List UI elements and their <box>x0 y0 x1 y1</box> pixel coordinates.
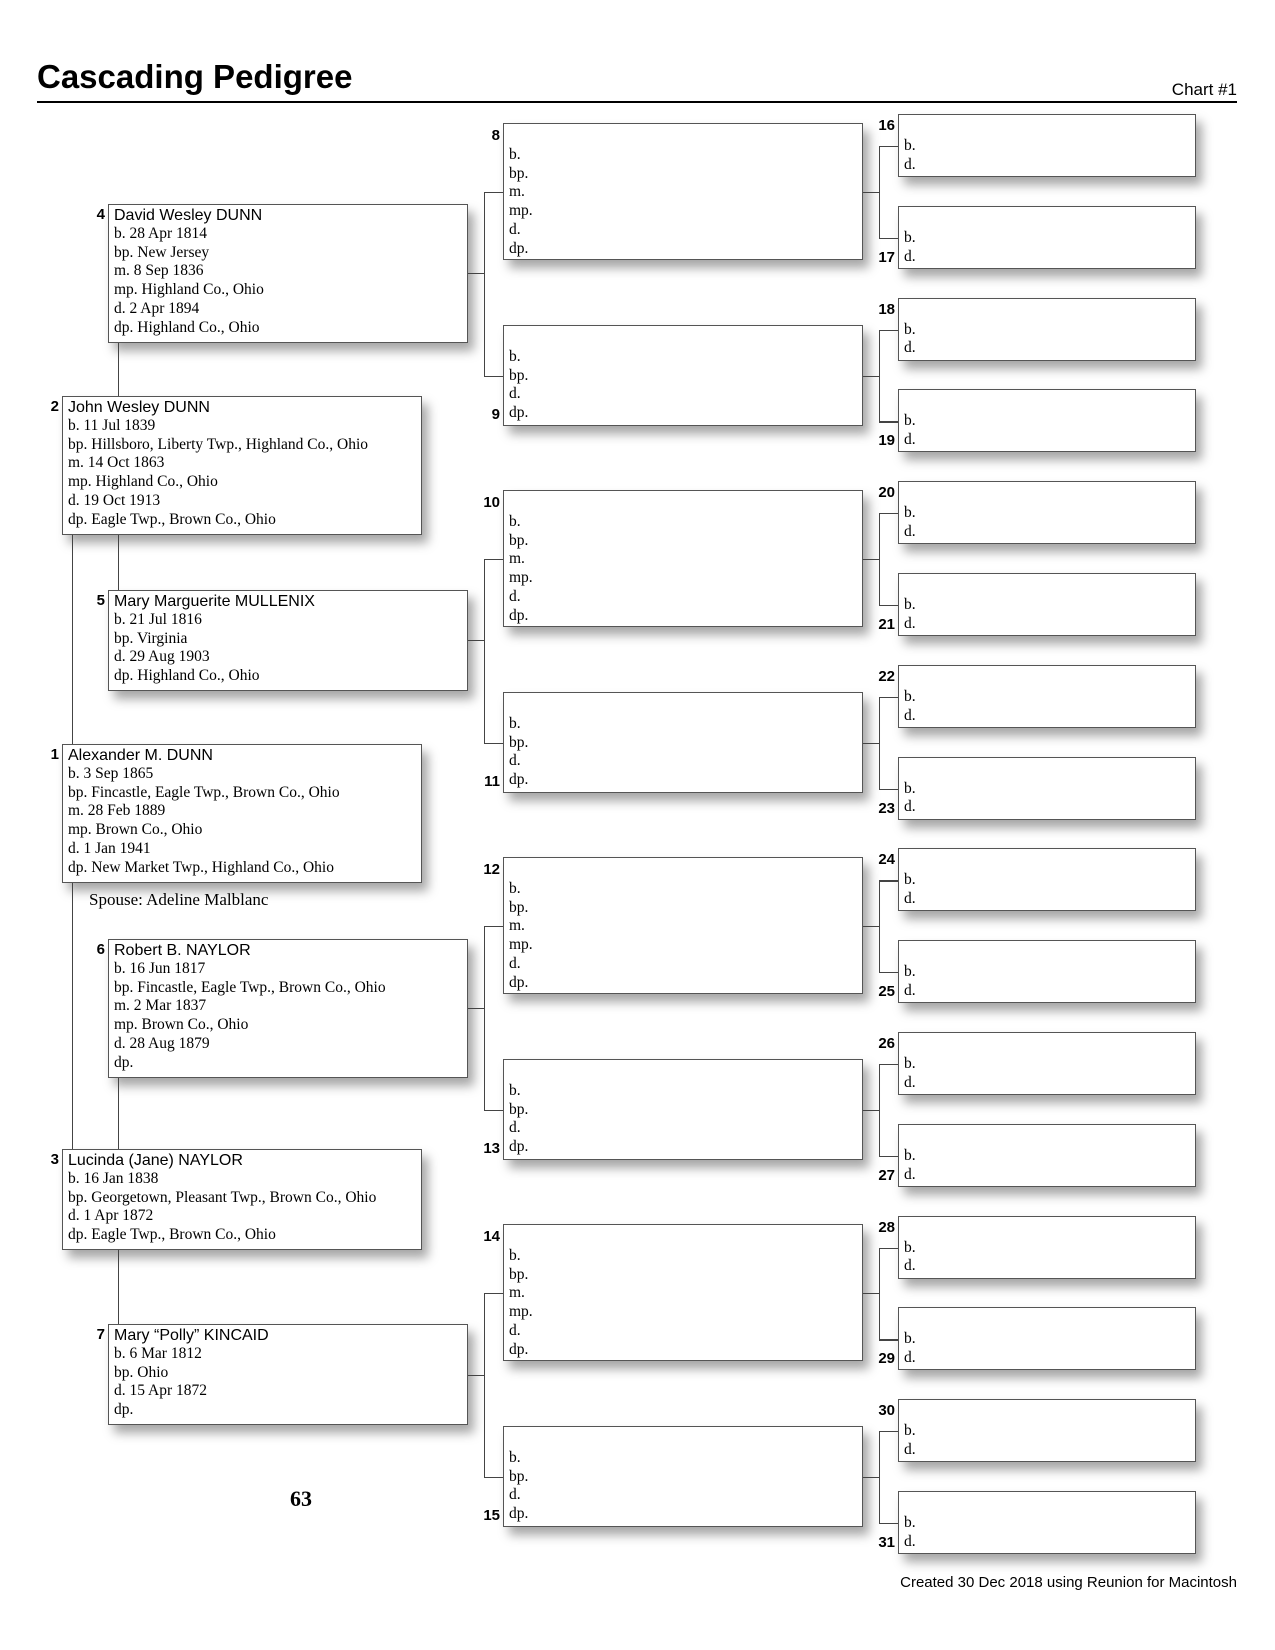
connector-line <box>879 238 898 239</box>
person-box-6 <box>108 939 468 1078</box>
connector-line <box>484 559 503 560</box>
ancestor-fact: dp. <box>509 1505 529 1523</box>
ancestor-fact: b. <box>904 779 916 797</box>
ancestor-details <box>904 780 916 817</box>
person-fact: bp. Ohio <box>114 1363 169 1381</box>
ancestor-fact: dp. <box>509 606 529 624</box>
ancestor-fact: m. <box>509 550 525 568</box>
person-details <box>68 746 340 877</box>
connector-line <box>879 605 898 606</box>
title-rule <box>37 101 1237 103</box>
ancestor-fact: b. <box>904 871 916 889</box>
connector-line <box>484 1293 485 1477</box>
person-details <box>68 398 368 529</box>
ancestor-box-28 <box>898 1216 1196 1279</box>
ancestor-fact: bp. <box>509 164 529 182</box>
ancestor-fact: d. <box>904 1165 916 1183</box>
connector-line <box>879 146 898 147</box>
connector-line <box>879 421 898 422</box>
ancestor-number: 12 <box>483 861 500 878</box>
ancestor-details <box>509 1247 533 1359</box>
connector-line <box>468 1375 484 1376</box>
ancestor-fact: b. <box>509 146 521 163</box>
ancestor-details <box>509 513 533 625</box>
ancestor-box-8 <box>503 123 863 260</box>
person-fact: b. 16 Jan 1838 <box>68 1170 159 1187</box>
connector-line <box>484 1293 503 1294</box>
ancestor-details <box>904 412 916 449</box>
ancestor-fact: d. <box>904 155 916 173</box>
person-number: 2 <box>50 398 59 415</box>
ancestor-fact: d. <box>904 1440 916 1458</box>
person-fact: mp. Highland Co., Ohio <box>68 473 218 491</box>
person-fact: d. 28 Aug 1879 <box>114 1034 210 1052</box>
ancestor-box-24 <box>898 848 1196 911</box>
ancestor-fact: b. <box>904 687 916 705</box>
ancestor-fact: b. <box>509 1247 521 1264</box>
ancestor-fact: d. <box>904 522 916 540</box>
person-fact: mp. Brown Co., Ohio <box>114 1016 249 1034</box>
ancestor-box-27 <box>898 1124 1196 1187</box>
ancestor-number: 20 <box>878 484 895 502</box>
person-fact: dp. <box>114 1401 134 1419</box>
ancestor-box-17 <box>898 206 1196 269</box>
ancestor-details <box>509 146 533 258</box>
ancestor-fact: d. <box>509 1486 521 1504</box>
ancestor-number: 24 <box>878 851 895 869</box>
ancestor-box-29 <box>898 1307 1196 1370</box>
person-name: Mary “Polly” KINCAID <box>114 1327 269 1344</box>
ancestor-details <box>904 504 916 541</box>
person-details <box>114 941 386 1072</box>
ancestor-fact: d. <box>509 752 521 770</box>
ancestor-box-13 <box>503 1059 863 1160</box>
connector-line <box>879 1248 880 1340</box>
connector-line <box>484 559 485 743</box>
ancestor-box-26 <box>898 1032 1196 1095</box>
ancestor-fact: b. <box>904 596 916 613</box>
ancestor-details <box>904 963 916 1000</box>
connector-line <box>468 273 484 274</box>
person-fact: dp. Highland Co., Ohio <box>114 318 260 336</box>
person-fact: mp. Highland Co., Ohio <box>114 281 264 299</box>
ancestor-fact: bp. <box>509 1467 529 1485</box>
ancestor-number: 22 <box>878 667 895 685</box>
ancestor-fact: dp. <box>509 973 529 991</box>
ancestor-number: 21 <box>878 616 895 633</box>
ancestor-box-15 <box>503 1426 863 1527</box>
ancestor-fact: b. <box>509 1082 521 1099</box>
person-name: Lucinda (Jane) NAYLOR <box>68 1152 243 1169</box>
ancestor-fact: b. <box>904 320 916 338</box>
ancestor-fact: bp. <box>509 1100 529 1118</box>
ancestor-details <box>509 348 528 423</box>
ancestor-fact: b. <box>904 1330 916 1348</box>
person-details <box>68 1151 376 1245</box>
person-fact: bp. New Jersey <box>114 243 210 261</box>
person-details <box>114 592 315 686</box>
person-name: David Wesley DUNN <box>114 207 263 224</box>
connector-line <box>879 697 898 698</box>
connector-line <box>879 1523 898 1524</box>
page-number: 63 <box>290 1486 312 1511</box>
person-fact: dp. <box>114 1053 134 1071</box>
ancestor-fact: bp. <box>509 1265 529 1283</box>
connector-line <box>879 513 880 605</box>
connector-line <box>879 1064 898 1065</box>
connector-line <box>118 343 119 396</box>
connector-line <box>879 972 898 973</box>
ancestor-fact: b. <box>904 412 916 430</box>
ancestor-details <box>509 1082 528 1157</box>
connector-line <box>863 376 879 377</box>
ancestor-fact: d. <box>904 1073 916 1091</box>
connector-line <box>879 697 880 789</box>
connector-line <box>879 330 880 422</box>
person-fact: bp. Hillsboro, Liberty Twp., Highland Co., Ohio <box>68 435 369 453</box>
connector-line <box>879 1339 898 1340</box>
person-box-7 <box>108 1324 468 1425</box>
ancestor-fact: b. <box>509 880 521 897</box>
ancestor-fact: b. <box>904 228 916 246</box>
ancestor-box-11 <box>503 692 863 793</box>
connector-line <box>863 1477 879 1478</box>
ancestor-fact: d. <box>904 1349 916 1367</box>
person-fact: m. 8 Sep 1836 <box>114 262 204 280</box>
ancestor-box-31 <box>898 1491 1196 1554</box>
connector-line <box>468 1008 484 1009</box>
ancestor-number: 28 <box>878 1218 895 1236</box>
ancestor-number: 18 <box>878 300 895 318</box>
person-number: 1 <box>50 746 59 763</box>
connector-line <box>863 926 879 927</box>
ancestor-box-25 <box>898 940 1196 1003</box>
connector-line <box>863 559 879 560</box>
person-fact: b. 11 Jul 1839 <box>68 417 156 434</box>
ancestor-number: 9 <box>491 406 500 423</box>
connector-line <box>863 743 879 744</box>
ancestor-details <box>904 321 916 358</box>
ancestor-box-12 <box>503 857 863 994</box>
connector-line <box>484 926 503 927</box>
person-fact: d. 15 Apr 1872 <box>114 1382 207 1400</box>
person-box-5 <box>108 590 468 691</box>
ancestor-fact: d. <box>904 614 916 632</box>
ancestor-fact: mp. <box>509 936 533 954</box>
person-number: 4 <box>96 206 105 223</box>
connector-line <box>879 880 880 972</box>
ancestor-fact: d. <box>904 1257 916 1275</box>
connector-line <box>484 926 485 1110</box>
ancestor-fact: d. <box>509 220 521 238</box>
ancestor-details <box>904 1514 916 1551</box>
ancestor-box-19 <box>898 389 1196 452</box>
ancestor-fact: d. <box>904 706 916 724</box>
connector-line <box>879 1156 898 1157</box>
ancestor-box-10 <box>503 490 863 627</box>
ancestor-number: 23 <box>878 799 895 817</box>
person-fact: b. 6 Mar 1812 <box>114 1345 202 1362</box>
ancestor-fact: b. <box>904 137 916 154</box>
ancestor-fact: mp. <box>509 1303 533 1321</box>
ancestor-fact: b. <box>904 1055 916 1072</box>
ancestor-details <box>904 688 916 725</box>
ancestor-fact: dp. <box>509 239 529 257</box>
ancestor-fact: d. <box>904 890 916 908</box>
person-name: John Wesley DUNN <box>68 399 210 416</box>
ancestor-number: 30 <box>878 1402 895 1420</box>
ancestor-fact: bp. <box>509 366 529 384</box>
ancestor-number: 11 <box>484 773 500 790</box>
ancestor-number: 8 <box>491 127 500 144</box>
ancestor-fact: b. <box>904 1238 916 1256</box>
ancestor-fact: d. <box>904 431 916 449</box>
connector-line <box>879 789 898 790</box>
connector-line <box>484 192 503 193</box>
connector-line <box>879 330 898 331</box>
person-details <box>114 1326 269 1420</box>
connector-line <box>863 1110 879 1111</box>
person-fact: bp. Fincastle, Eagle Twp., Brown Co., Ohio <box>114 978 386 996</box>
ancestor-details <box>904 871 916 908</box>
ancestor-details <box>904 1147 916 1184</box>
ancestor-details <box>509 715 528 790</box>
chart-number: Chart #1 <box>1171 80 1237 99</box>
ancestor-fact: b. <box>509 715 521 732</box>
ancestor-box-18 <box>898 298 1196 361</box>
ancestor-fact: b. <box>509 1449 521 1466</box>
person-fact: b. 28 Apr 1814 <box>114 225 207 242</box>
person-fact: bp. Georgetown, Pleasant Twp., Brown Co., Ohio <box>68 1188 377 1206</box>
connector-line <box>879 880 898 881</box>
ancestor-number: 16 <box>878 117 895 134</box>
person-fact: d. 2 Apr 1894 <box>114 299 200 317</box>
spouse-label: Spouse: Adeline Malblanc <box>89 890 269 909</box>
ancestor-number: 26 <box>878 1035 895 1052</box>
person-name: Mary Marguerite MULLENIX <box>114 593 315 610</box>
connector-line <box>468 640 484 641</box>
ancestor-box-30 <box>898 1399 1196 1462</box>
ancestor-number: 13 <box>483 1140 500 1157</box>
person-fact: d. 1 Jan 1941 <box>68 839 151 857</box>
ancestor-fact: d. <box>509 1119 521 1137</box>
connector-line <box>72 883 73 1149</box>
ancestor-fact: m. <box>509 1284 525 1302</box>
person-fact: d. 19 Oct 1913 <box>68 491 161 509</box>
person-name: Alexander M. DUNN <box>68 747 213 764</box>
ancestor-details <box>509 880 533 992</box>
ancestor-number: 14 <box>483 1228 500 1245</box>
ancestor-box-21 <box>898 573 1196 636</box>
connector-line <box>879 513 898 514</box>
person-fact: dp. Eagle Twp., Brown Co., Ohio <box>68 510 276 528</box>
connector-line <box>118 1250 119 1324</box>
ancestor-fact: bp. <box>509 898 529 916</box>
connector-line <box>879 1431 898 1432</box>
ancestor-fact: m. <box>509 917 525 935</box>
person-fact: m. 14 Oct 1863 <box>68 454 165 472</box>
ancestor-details <box>904 137 916 174</box>
ancestor-box-14 <box>503 1224 863 1361</box>
connector-line <box>879 1431 880 1523</box>
person-fact: mp. Brown Co., Ohio <box>68 821 203 839</box>
page-title: Cascading Pedigree <box>37 58 353 95</box>
ancestor-details <box>904 1330 916 1367</box>
ancestor-number: 25 <box>878 983 895 1001</box>
person-fact: dp. New Market Twp., Highland Co., Ohio <box>68 858 334 876</box>
connector-line <box>879 1248 898 1249</box>
ancestor-box-23 <box>898 757 1196 820</box>
ancestor-fact: dp. <box>509 404 529 422</box>
ancestor-box-22 <box>898 665 1196 728</box>
ancestor-fact: m. <box>509 183 525 201</box>
connector-line <box>484 1477 503 1478</box>
person-box-3 <box>62 1149 422 1250</box>
person-details <box>114 206 264 337</box>
ancestor-fact: d. <box>904 981 916 999</box>
ancestor-details <box>509 1449 528 1524</box>
person-box-1 <box>62 744 422 883</box>
ancestor-fact: dp. <box>509 771 529 789</box>
person-name: Robert B. NAYLOR <box>114 942 251 959</box>
ancestor-fact: b. <box>904 963 916 981</box>
ancestor-fact: b. <box>904 1146 916 1164</box>
person-fact: b. 3 Sep 1865 <box>68 765 154 782</box>
connector-line <box>484 376 503 377</box>
connector-line <box>484 743 503 744</box>
ancestor-number: 27 <box>878 1166 895 1184</box>
ancestor-box-9 <box>503 325 863 426</box>
ancestor-number: 19 <box>878 432 895 450</box>
person-box-4 <box>108 204 468 343</box>
connector-line <box>484 192 485 376</box>
connector-line <box>863 192 879 193</box>
ancestor-fact: d. <box>904 798 916 816</box>
person-fact: b. 16 Jun 1817 <box>114 960 206 977</box>
ancestor-fact: b. <box>904 1514 916 1531</box>
person-number: 3 <box>50 1151 59 1168</box>
person-fact: m. 2 Mar 1837 <box>114 997 207 1015</box>
ancestor-fact: d. <box>509 1321 521 1339</box>
person-fact: b. 21 Jul 1816 <box>114 611 202 628</box>
connector-line <box>879 1064 880 1156</box>
ancestor-fact: d. <box>509 385 521 403</box>
ancestor-details <box>904 1239 916 1276</box>
ancestor-box-16 <box>898 114 1196 177</box>
person-fact: m. 28 Feb 1889 <box>68 802 166 820</box>
footer-credit: Created 30 Dec 2018 using Reunion for Macintosh <box>900 1574 1237 1591</box>
ancestor-number: 15 <box>483 1507 500 1524</box>
ancestor-fact: b. <box>509 348 521 365</box>
person-number: 7 <box>96 1326 105 1343</box>
ancestor-fact: dp. <box>509 1340 529 1358</box>
ancestor-details <box>904 229 916 266</box>
ancestor-fact: b. <box>904 1422 916 1440</box>
ancestor-fact: d. <box>904 339 916 357</box>
connector-line <box>484 1110 503 1111</box>
ancestor-fact: d. <box>509 587 521 605</box>
connector-line <box>879 146 880 238</box>
person-box-2 <box>62 396 422 535</box>
person-fact: bp. Fincastle, Eagle Twp., Brown Co., Ohio <box>68 783 340 801</box>
ancestor-box-20 <box>898 481 1196 544</box>
ancestor-fact: bp. <box>509 531 529 549</box>
person-fact: dp. Highland Co., Ohio <box>114 667 260 685</box>
ancestor-details <box>904 1422 916 1459</box>
ancestor-number: 31 <box>878 1534 895 1551</box>
connector-line <box>118 1078 119 1149</box>
person-fact: dp. Eagle Twp., Brown Co., Ohio <box>68 1226 276 1244</box>
ancestor-fact: dp. <box>509 1138 529 1156</box>
person-number: 5 <box>96 592 105 609</box>
ancestor-fact: mp. <box>509 569 533 587</box>
person-fact: bp. Virginia <box>114 629 188 647</box>
ancestor-fact: bp. <box>509 733 529 751</box>
person-fact: d. 29 Aug 1903 <box>114 648 210 666</box>
ancestor-fact: d. <box>904 247 916 265</box>
ancestor-fact: d. <box>904 1532 916 1550</box>
ancestor-details <box>904 1055 916 1092</box>
ancestor-details <box>904 596 916 633</box>
ancestor-fact: b. <box>904 504 916 522</box>
ancestor-fact: d. <box>509 954 521 972</box>
connector-line <box>72 535 73 744</box>
connector-line <box>118 535 119 590</box>
ancestor-number: 17 <box>878 248 895 266</box>
ancestor-number: 10 <box>483 494 500 511</box>
connector-line <box>863 1293 879 1294</box>
person-number: 6 <box>96 941 105 958</box>
person-fact: d. 1 Apr 1872 <box>68 1207 154 1225</box>
ancestor-number: 29 <box>878 1350 895 1368</box>
ancestor-fact: mp. <box>509 202 533 220</box>
ancestor-fact: b. <box>509 513 521 530</box>
